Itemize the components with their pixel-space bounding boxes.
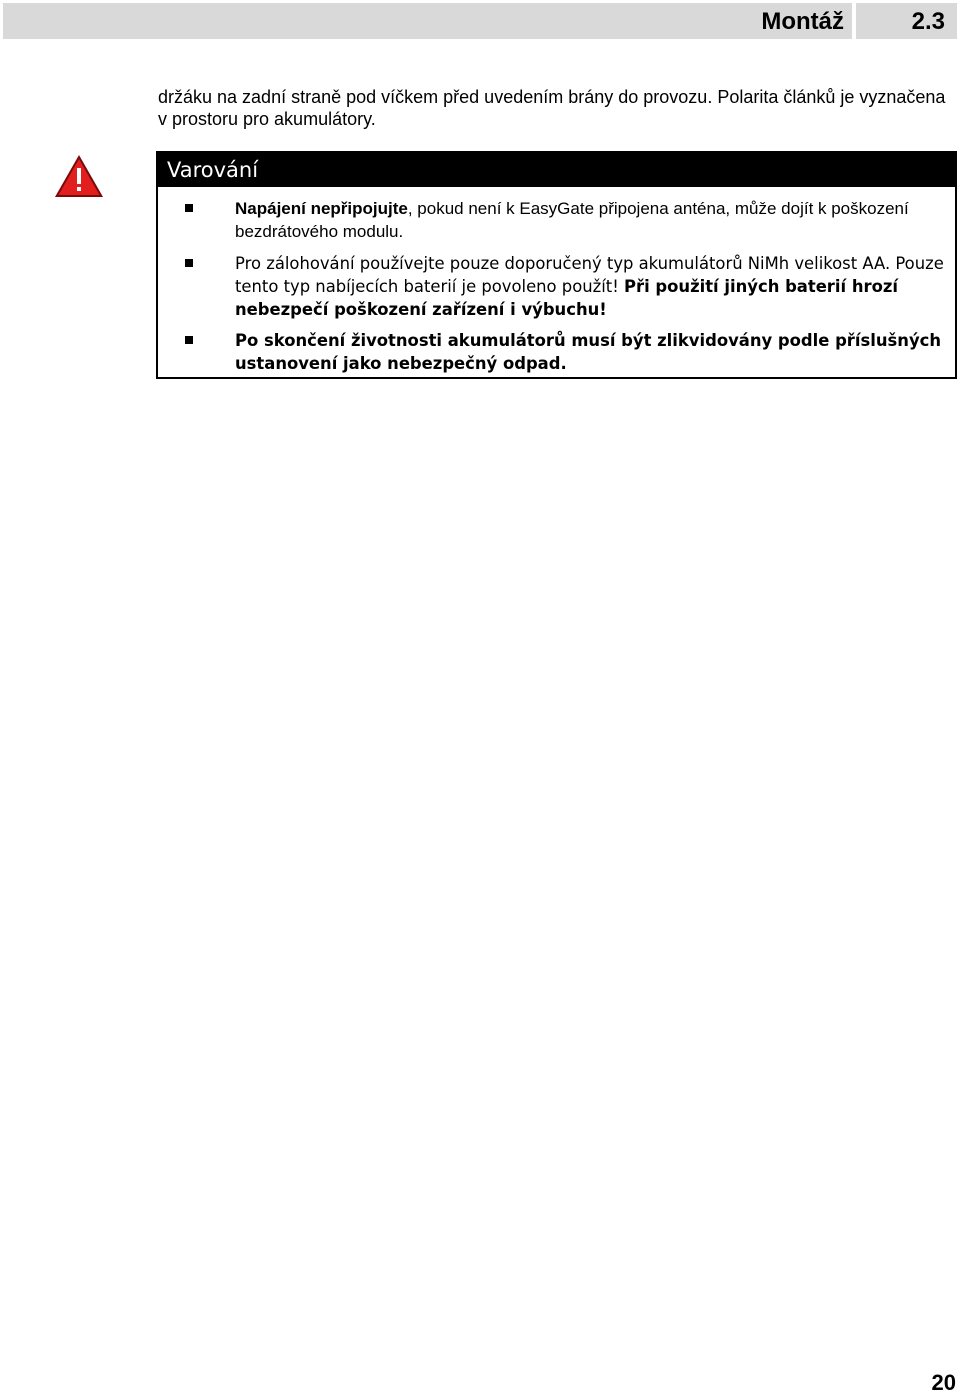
- square-bullet-icon: [185, 259, 193, 267]
- section-number: 2.3: [856, 3, 957, 39]
- warning-item-bold: Při použití jiných baterií hrozí nebezpečí poškození zařízení i výbuchu!: [235, 277, 899, 319]
- warning-box: [156, 151, 957, 379]
- square-bullet-icon: [185, 204, 193, 212]
- warning-item-rest: , pokud není k EasyGate připojena anténa, může dojít k poškození bezdrátového modulu.: [235, 199, 909, 241]
- section-title: Montáž: [3, 3, 852, 39]
- warning-item-text: [235, 252, 945, 321]
- square-bullet-icon: [185, 336, 193, 344]
- warning-item-bold: Napájení nepřipojujte: [235, 199, 408, 218]
- warning-item-text: [235, 329, 945, 375]
- warning-title: Varování: [158, 153, 955, 187]
- page-number: 20: [931, 1370, 956, 1395]
- warning-item-bold: Po skončení životnosti akumulátorů musí být zlikvidovány podle příslušných ustanovení jako nebezpečný odpad.: [235, 331, 942, 373]
- warning-item-rest: Pro zálohování používejte pouze doporučený typ akumulátorů NiMh velikost AA. Pouze tento typ nabíjecích baterií je povoleno použít!: [235, 254, 944, 296]
- warning-item-text: [235, 197, 945, 243]
- warning-triangle-icon: [53, 153, 105, 199]
- page-header: [0, 3, 960, 39]
- intro-paragraph: držáku na zadní straně pod víčkem před uvedením brány do provozu. Polarita článků je vyznačena v prostoru pro akumulátory.: [158, 87, 946, 129]
